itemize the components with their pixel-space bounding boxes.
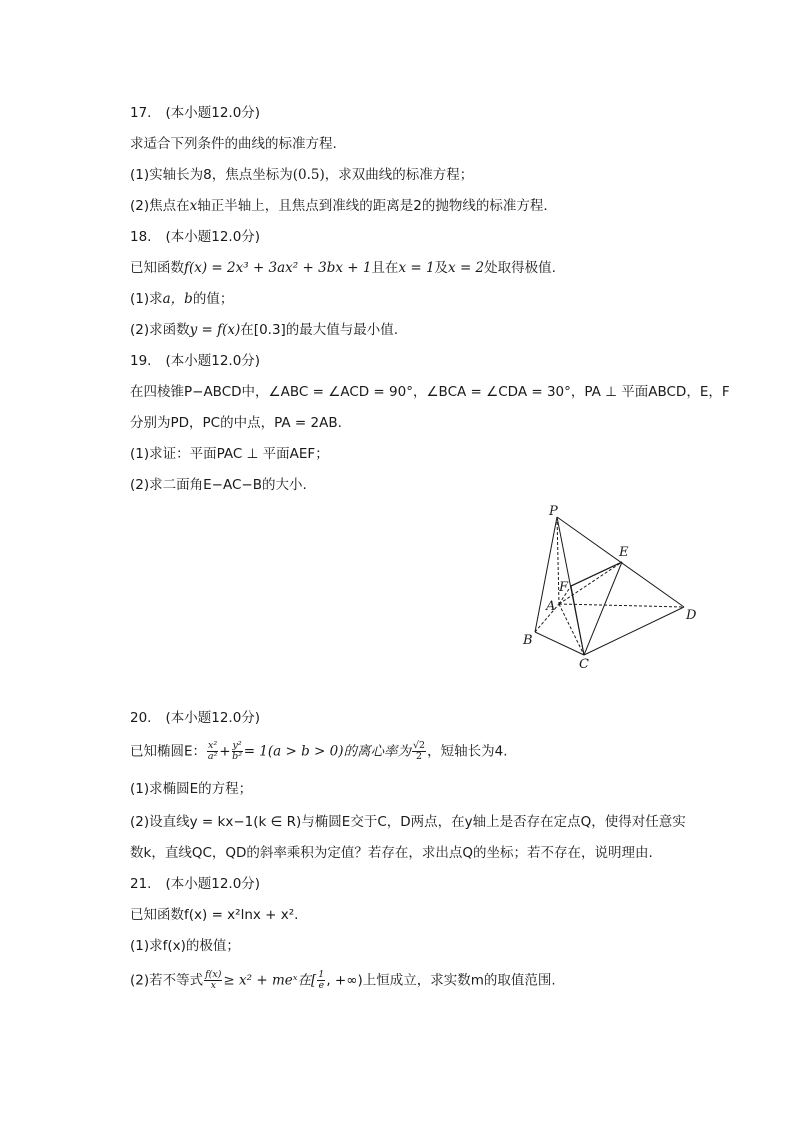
q18-x2: x = 2: [448, 260, 485, 276]
q18-function: f(x) = 2x³ + 3ax² + 3bx + 1: [184, 260, 372, 276]
q20-plus: +: [219, 743, 231, 760]
q18-part1-text: (1)求: [130, 291, 163, 307]
q20-frac-x: [207, 741, 218, 762]
q21-stem: 已知函数f(x) = x²lnx + x².: [130, 907, 299, 923]
q18-part2-text: (2)求函数: [130, 322, 190, 338]
label-E: E: [619, 545, 629, 560]
q20-part2-line2: 数k，直线QC，QD的斜率乘积为定值？若存在，求出点Q的坐标；若不存在，说明理由.: [130, 845, 653, 861]
q21-frac-1e-num: 1: [318, 969, 325, 980]
q19-number: 19.: [130, 353, 152, 369]
q21-score: (本小题12.0分): [165, 876, 261, 892]
q17-part2-tail: 轴正半轴上，且焦点到准线的距离是2的抛物线的标准方程.: [197, 198, 548, 214]
q20-frac-ecc-num: √2: [413, 740, 426, 751]
label-C: C: [579, 657, 589, 672]
q18-score: (本小题12.0分): [165, 229, 261, 245]
q20-part1: (1)求椭圆E的方程；: [130, 781, 253, 797]
q20-frac-y-num: y²: [232, 740, 242, 751]
q17-part2-var: x: [189, 198, 198, 214]
q21-part1: (1)求f(x)的极值；: [130, 938, 240, 954]
q17-score: (本小题12.0分): [165, 105, 261, 121]
q21-frac-fx-den: x: [210, 980, 216, 991]
q20-stem-c: ，短轴长为4.: [427, 743, 508, 760]
label-P: P: [549, 504, 558, 519]
q21-part2-tail: , +∞)上恒成立，求实数m的取值范围.: [326, 972, 556, 989]
q19-part2: (2)求二面角E−AC−B的大小.: [130, 477, 307, 493]
q18-number: 18.: [130, 229, 152, 245]
q21-frac-fx-num: f(x): [205, 969, 222, 980]
label-A: A: [546, 599, 556, 614]
q18-part2-tail: 在[0.3]的最大值与最小值.: [240, 322, 399, 338]
q17-part2-text: (2)焦点在: [130, 198, 190, 214]
q21-frac-1e: [317, 970, 325, 991]
q21-part2-text: (2)若不等式: [130, 972, 204, 989]
q20-stem: [130, 741, 508, 762]
q21-number: 21.: [130, 876, 152, 892]
q20-stem-b: = 1(a > b > 0)的离心率为: [243, 743, 411, 760]
q19-line2: 分别为PD，PC的中点，PA = 2AB.: [130, 415, 342, 431]
q18-stem-d: 处取得极值.: [484, 260, 556, 276]
q20-frac-x-num: x²: [208, 740, 218, 751]
q21-frac-1e-den: e: [318, 980, 325, 991]
q20-frac-ecc-den: 2: [416, 751, 423, 762]
q21-part2-ineq: ≥ x² + meˣ在[: [223, 972, 317, 989]
q20-number: 20.: [130, 710, 152, 726]
q17-part1-focus: (0.5): [292, 167, 325, 183]
q19-line1: 在四棱锥P−ABCD中，∠ABC = ∠ACD = 90°，∠BCA = ∠CDA = 30°，PA ⊥ 平面ABCD，E，F: [130, 384, 730, 400]
q20-frac-y-den: b²: [232, 751, 243, 762]
q18-part1-tail: 的值；: [192, 291, 234, 307]
label-F: F: [559, 580, 569, 595]
q20-score: (本小题12.0分): [165, 710, 261, 726]
q18-part2-func: y = f(x): [189, 322, 241, 338]
label-D: D: [686, 608, 697, 623]
q18-stem-b: 且在: [371, 260, 399, 276]
q21-header: [130, 874, 260, 894]
q21-part2: [130, 970, 556, 991]
q17-number: 17.: [130, 105, 152, 121]
q19-part1: (1)求证：平面PAC ⊥ 平面AEF；: [130, 446, 329, 462]
q20-frac-ecc: [412, 741, 426, 762]
q18-part1-vars: a，b: [162, 291, 193, 307]
label-B: B: [523, 633, 533, 648]
q17-part1-tail: ，求双曲线的标准方程；: [324, 167, 474, 183]
q17-stem: 求适合下列条件的曲线的标准方程.: [130, 136, 337, 152]
q20-header: [130, 708, 260, 728]
q20-frac-y: [232, 741, 243, 762]
q20-stem-a: 已知椭圆E：: [130, 743, 207, 760]
q19-score: (本小题12.0分): [165, 353, 261, 369]
q20-part2-line1: (2)设直线y = kx−1(k ∈ R)与椭圆E交于C，D两点，在y轴上是否存在定点Q，使得对任意实: [130, 814, 686, 830]
q20-frac-x-den: a²: [207, 751, 218, 762]
q18-stem-a: 已知函数: [130, 260, 184, 276]
q18-x1: x = 1: [398, 260, 435, 276]
q17-part1-text: (1)实轴长为8，焦点坐标为: [130, 167, 293, 183]
q18-stem-c: 及: [434, 260, 449, 276]
q21-frac-fx: [204, 970, 222, 991]
